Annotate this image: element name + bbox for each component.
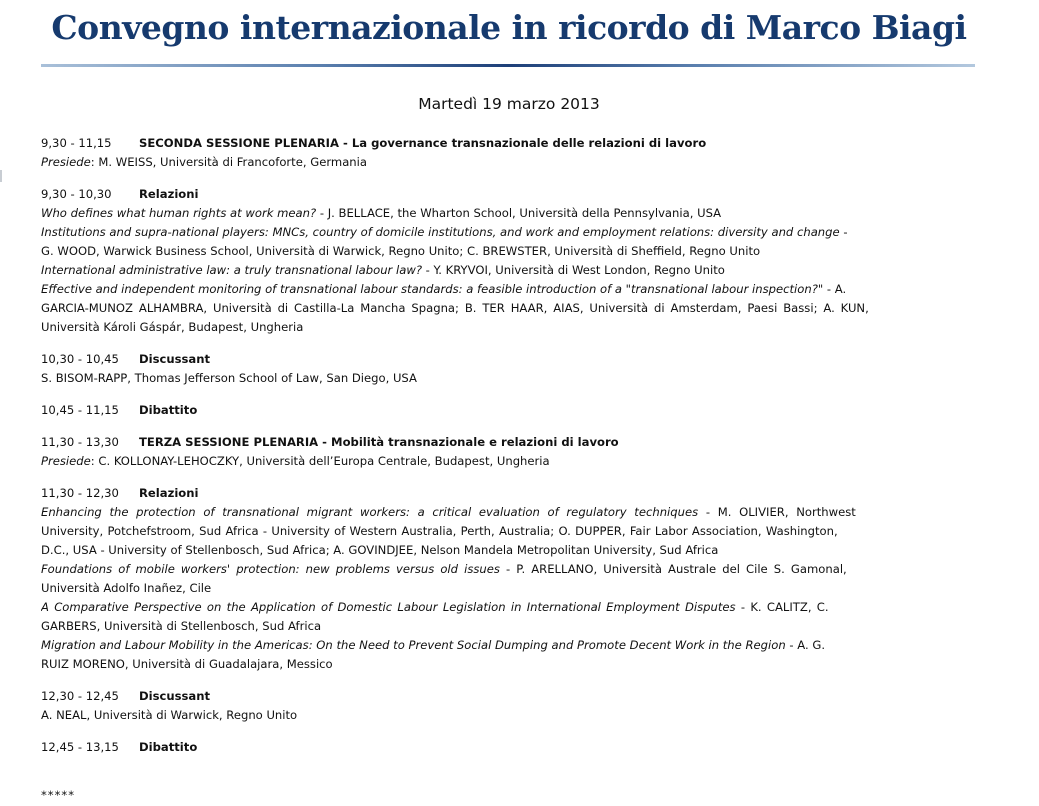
talk-authors-line: Università Adolfo Inañez, Cile — [41, 581, 212, 595]
talk-authors-line: GARBERS, Università di Stellenbosch, Sud Africa — [41, 619, 322, 633]
session-chair — [41, 153, 975, 172]
talk-title: A Comparative Perspective on the Application of Domestic Labour Legislation in International Employment Disputes — [41, 600, 736, 614]
title-divider — [41, 64, 975, 67]
talk-authors: - P. ARELLANO, Università Australe del Cile S. Gamonal, — [499, 562, 847, 576]
debate-title: Dibattito — [139, 403, 198, 417]
talks-heading — [41, 185, 975, 204]
debate-time: 12,45 - 13,15 — [41, 740, 119, 754]
talk-authors-line: Università Károli Gáspár, Budapest, Ungheria — [41, 320, 304, 334]
talk-authors: - Y. KRYVOI, Università di West London, Regno Unito — [421, 263, 725, 277]
talk-authors: - A. G. — [785, 638, 826, 652]
talk-item — [41, 261, 975, 280]
talk-title: Enhancing the protection of transnational migrant workers: a critical evaluation of regulatory techniques — [41, 505, 699, 519]
talks-time: 11,30 - 12,30 — [41, 486, 119, 500]
talk-authors-line: University, Potchefstroom, Sud Africa - University of Western Australia, Perth, Australia; O. DUPPER, Fair Labor Association, Washington, — [41, 524, 838, 538]
debate-heading — [41, 401, 975, 420]
talk-title: Who defines what human rights at work mean? — [41, 206, 317, 220]
talk-item — [41, 280, 975, 299]
talk-authors-line: G. WOOD, Warwick Business School, Università di Warwick, Regno Unito; C. BREWSTER, Università di Sheffield, Regno Unito — [41, 244, 761, 258]
talks-title: Relazioni — [139, 486, 199, 500]
talk-item — [41, 598, 975, 617]
talk-authors-line: RUIZ MORENO, Università di Guadalajara, Messico — [41, 657, 333, 671]
margin-mark — [0, 170, 2, 182]
talks-heading — [41, 484, 975, 503]
talk-item — [41, 503, 975, 522]
document-title: Convegno internazionale in ricordo di Marco Biagi — [51, 8, 967, 47]
talk-item — [41, 636, 975, 655]
session-heading — [41, 433, 975, 452]
discussant-name: A. NEAL, Università di Warwick, Regno Unito — [41, 708, 298, 722]
discussant-heading — [41, 687, 975, 706]
talk-item — [41, 223, 975, 242]
session-block — [41, 433, 975, 471]
program-body — [41, 134, 975, 770]
session-title: SECONDA SESSIONE PLENARIA - La governance transnazionale delle relazioni di lavoro — [139, 136, 707, 150]
debate-block — [41, 401, 975, 420]
session-time: 9,30 - 11,15 — [41, 136, 112, 150]
discussant-block — [41, 350, 975, 388]
debate-time: 10,45 - 11,15 — [41, 403, 119, 417]
discussant-heading — [41, 350, 975, 369]
talk-item — [41, 560, 975, 579]
talks-block — [41, 185, 975, 337]
session-block — [41, 134, 975, 172]
session-heading — [41, 134, 975, 153]
talk-authors: - A. — [823, 282, 847, 296]
talk-authors: - K. CALITZ, C. — [735, 600, 829, 614]
session-title: TERZA SESSIONE PLENARIA - Mobilità transnazionale e relazioni di lavoro — [139, 435, 619, 449]
talk-authors: - M. OLIVIER, Northwest — [698, 505, 856, 519]
talk-title: Effective and independent monitoring of transnational labour standards: a feasible introduction of a "transnational labour inspection?" — [41, 282, 824, 296]
talk-authors-line: GARCIA-MUNOZ ALHAMBRA, Università di Castilla-La Mancha Spagna; B. TER HAAR, AIAS, Università di Amsterdam, Paesi Bassi; A. KUN, — [41, 301, 869, 315]
debate-heading — [41, 738, 975, 757]
session-time: 11,30 - 13,30 — [41, 435, 119, 449]
chair-label: Presiede — [41, 155, 91, 169]
talk-authors: - — [839, 225, 848, 239]
talk-item — [41, 204, 975, 223]
debate-title: Dibattito — [139, 740, 198, 754]
discussant-time: 12,30 - 12,45 — [41, 689, 119, 703]
chair-name: : M. WEISS, Università di Francoforte, Germania — [90, 155, 367, 169]
chair-label: Presiede — [41, 454, 91, 468]
talk-authors-line: D.C., USA - University of Stellenbosch, Sud Africa; A. GOVINDJEE, Nelson Mandela Metropolitan University, Sud Africa — [41, 543, 719, 557]
talks-title: Relazioni — [139, 187, 199, 201]
discussant-block — [41, 687, 975, 725]
talks-time: 9,30 - 10,30 — [41, 187, 112, 201]
talk-authors: - J. BELLACE, the Wharton School, Università della Pennsylvania, USA — [316, 206, 722, 220]
talks-block — [41, 484, 975, 674]
discussant-title: Discussant — [139, 689, 211, 703]
talk-title: Institutions and supra-national players: MNCs, country of domicile institutions, and work and employment relations: diversity and change — [41, 225, 840, 239]
talk-title: International administrative law: a truly transnational labour law? — [41, 263, 422, 277]
session-chair — [41, 452, 975, 471]
talk-title: Foundations of mobile workers' protection: new problems versus old issues — [41, 562, 500, 576]
talk-title: Migration and Labour Mobility in the Americas: On the Need to Prevent Social Dumping and Promote Decent Work in the Region — [41, 638, 786, 652]
discussant-title: Discussant — [139, 352, 211, 366]
program-date: Martedì 19 marzo 2013 — [418, 95, 600, 113]
discussant-time: 10,30 - 10,45 — [41, 352, 119, 366]
discussant-name: S. BISOM-RAPP, Thomas Jefferson School of Law, San Diego, USA — [41, 371, 417, 385]
chair-name: : C. KOLLONAY-LEHOCZKY, Università dell’Europa Centrale, Budapest, Ungheria — [90, 454, 550, 468]
section-separator: ***** — [41, 788, 75, 802]
debate-block — [41, 738, 975, 757]
